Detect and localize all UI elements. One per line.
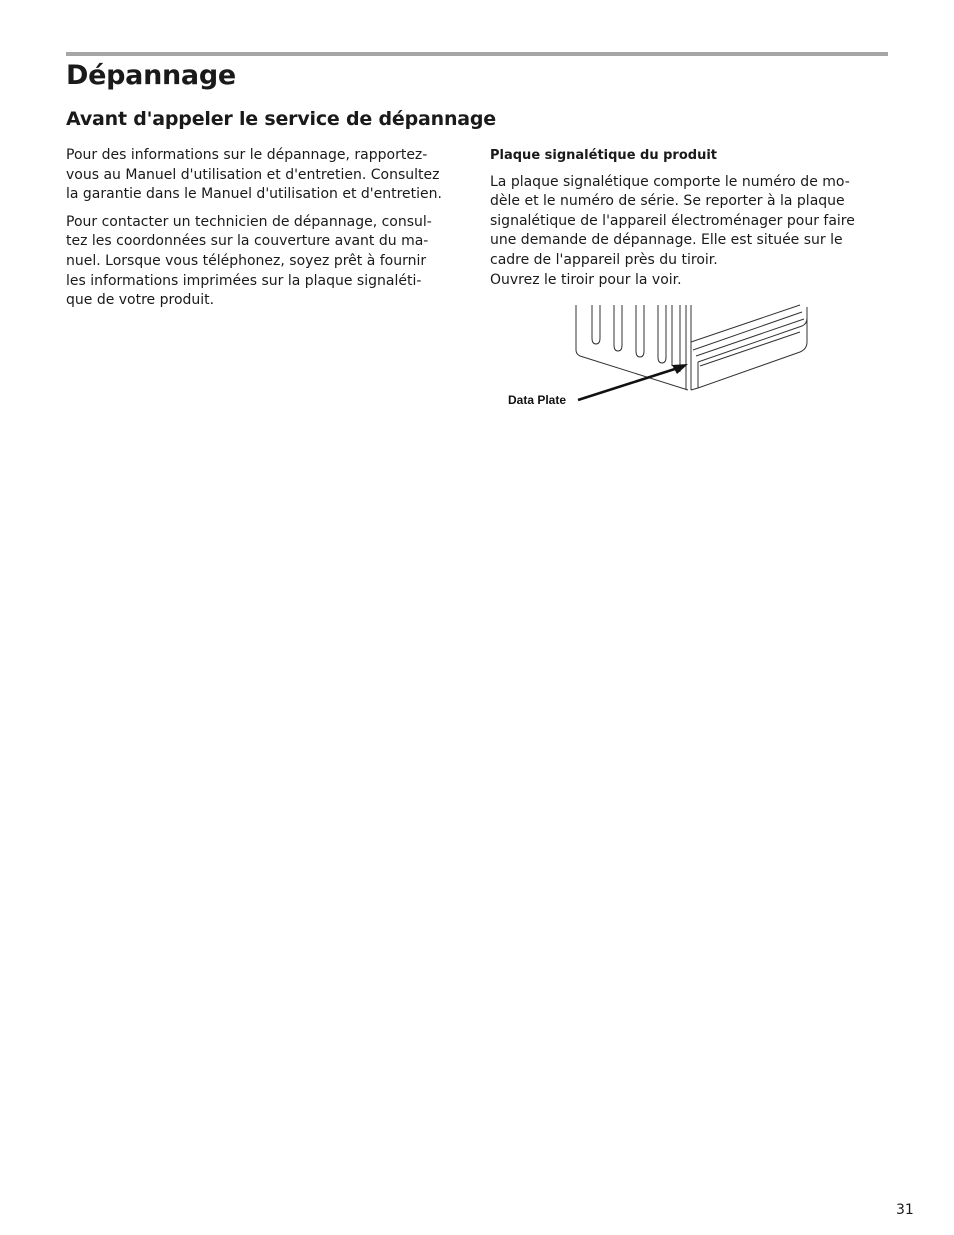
text-line: cadre de l'appareil près du tiroir. [490,251,718,268]
text-line: dèle et le numéro de série. Se reporter à la plaque [490,193,845,210]
section-title: Avant d'appeler le service de dépannage [66,108,496,130]
left-column [66,146,468,311]
text-line: Pour contacter un technicien de dépannage, consul- [66,213,432,230]
top-rule [66,52,888,56]
page-title: Dépannage [66,60,236,91]
text-line: nuel. Lorsque vous téléphonez, soyez prêt à fournir [66,252,427,269]
text-line: signalétique de l'appareil électroménager pour faire [490,212,855,229]
right-column [490,146,890,290]
data-plate-figure [500,302,820,417]
data-plate-subheading: Plaque signalétique du produit [490,148,717,163]
text-line: Pour des informations sur le dépannage, rapportez- [66,147,428,163]
left-paragraph-1 [66,146,468,205]
text-line: vous au Manuel d'utilisation et d'entretien. Consultez [66,166,440,183]
text-line: la garantie dans le Manuel d'utilisation et d'entretien. [66,186,442,203]
text-line: tez les coordonnées sur la couverture avant du ma- [66,233,429,250]
text-line: Ouvrez le tiroir pour la voir. [490,271,682,288]
text-line: que de votre produit. [66,292,215,309]
text-line: les informations imprimées sur la plaque signaléti- [66,272,422,289]
left-paragraph-2 [66,213,468,311]
page-number: 31 [896,1202,914,1218]
data-plate-paragraph [490,173,890,291]
data-plate-label: Data Plate [508,393,567,407]
text-line: La plaque signalétique comporte le numéro de mo- [490,173,850,190]
text-line: une demande de dépannage. Elle est située sur le [490,232,843,249]
